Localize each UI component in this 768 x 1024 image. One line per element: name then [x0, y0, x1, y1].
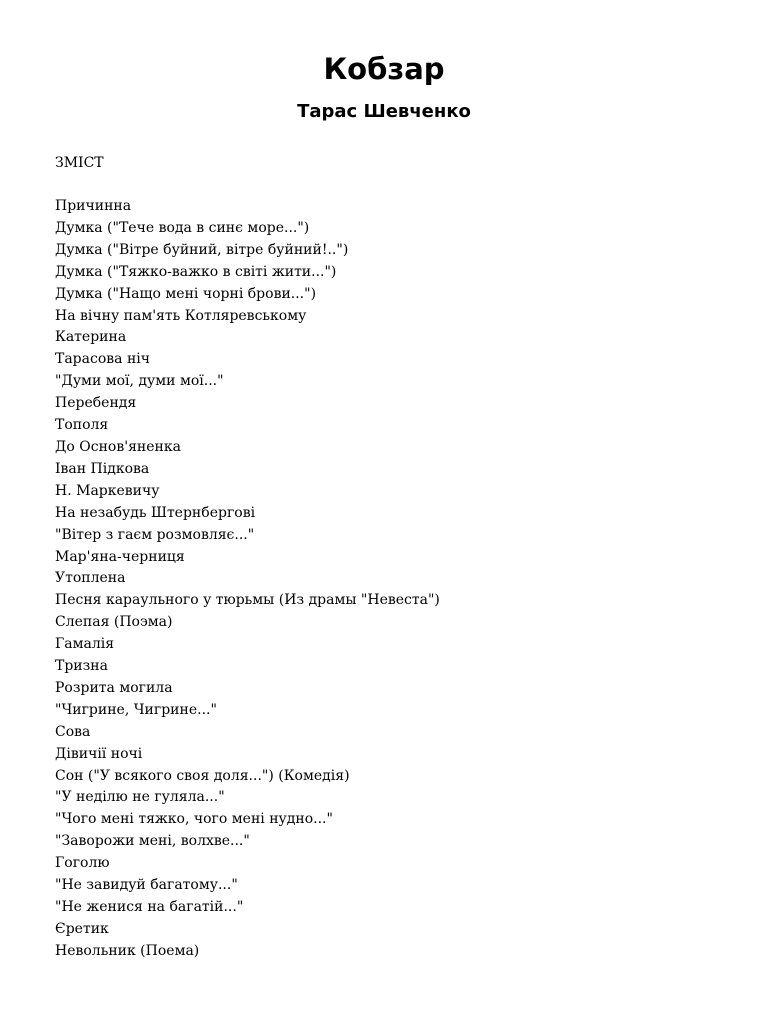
toc-item[interactable]: Тополя: [55, 417, 109, 434]
toc-item[interactable]: Думка ("Тяжко-важко в світі жити..."): [55, 263, 337, 280]
toc-item[interactable]: Утоплена: [55, 570, 126, 587]
toc-item[interactable]: Тарасова ніч: [55, 351, 151, 368]
toc-item[interactable]: Гоголю: [55, 855, 110, 872]
toc-item[interactable]: На вічну пам'ять Котляревському: [55, 307, 307, 324]
toc-item[interactable]: Мар'яна-черниця: [55, 548, 185, 565]
toc-item[interactable]: Єретик: [55, 920, 109, 937]
toc-item[interactable]: Причинна: [55, 198, 132, 214]
toc-item[interactable]: Сова: [55, 723, 91, 740]
toc-item[interactable]: "Чого мені тяжко, чого мені нудно...": [55, 811, 333, 828]
toc-item[interactable]: Катерина: [55, 329, 127, 346]
book-title: Кобзар: [323, 52, 445, 86]
toc-item[interactable]: Думка ("Нащо мені чорні брови..."): [55, 285, 317, 302]
toc-item[interactable]: "Чигрине, Чигрине...": [55, 701, 217, 718]
toc-list: [55, 196, 440, 963]
toc-item[interactable]: Перебендя: [55, 395, 137, 412]
toc-heading: ЗМІСТ: [55, 155, 104, 171]
toc-item[interactable]: "Думи мої, думи мої...": [55, 373, 224, 390]
toc-item[interactable]: Дівичії ночі: [55, 745, 143, 762]
toc-item[interactable]: Невольник (Поема): [55, 942, 200, 959]
toc-item[interactable]: Думка ("Вітре буйний, вітре буйний!.."): [55, 241, 349, 258]
toc-item[interactable]: Іван Підкова: [55, 460, 150, 477]
toc-item[interactable]: Тризна: [55, 658, 108, 675]
toc-item[interactable]: Слепая (Поэма): [55, 614, 173, 631]
toc-item[interactable]: Гамалія: [55, 636, 115, 653]
toc-item[interactable]: Сон ("У всякого своя доля...") (Комедія): [55, 767, 350, 784]
toc-item[interactable]: Н. Маркевичу: [55, 482, 160, 499]
toc-item[interactable]: Песня караульного у тюрьмы (Из драмы "Невеста"): [55, 592, 440, 609]
toc-item[interactable]: До Основ'яненка: [55, 438, 181, 455]
toc-item[interactable]: "Не завидуй багатому...": [55, 877, 238, 894]
toc-item[interactable]: Розрита могила: [55, 679, 173, 696]
toc-item[interactable]: "У неділю не гуляла...": [55, 789, 225, 806]
toc-item[interactable]: На незабудь Штернбергові: [55, 504, 256, 521]
toc-item[interactable]: "Заворожи мені, волхве...": [55, 833, 250, 850]
toc-item[interactable]: "Вітер з гаєм розмовляє...": [55, 526, 255, 543]
book-author: Тарас Шевченко: [297, 101, 471, 122]
toc-item[interactable]: "Не женися на багатій...": [55, 899, 244, 915]
toc-item[interactable]: Думка ("Тече вода в синє море..."): [55, 219, 310, 236]
